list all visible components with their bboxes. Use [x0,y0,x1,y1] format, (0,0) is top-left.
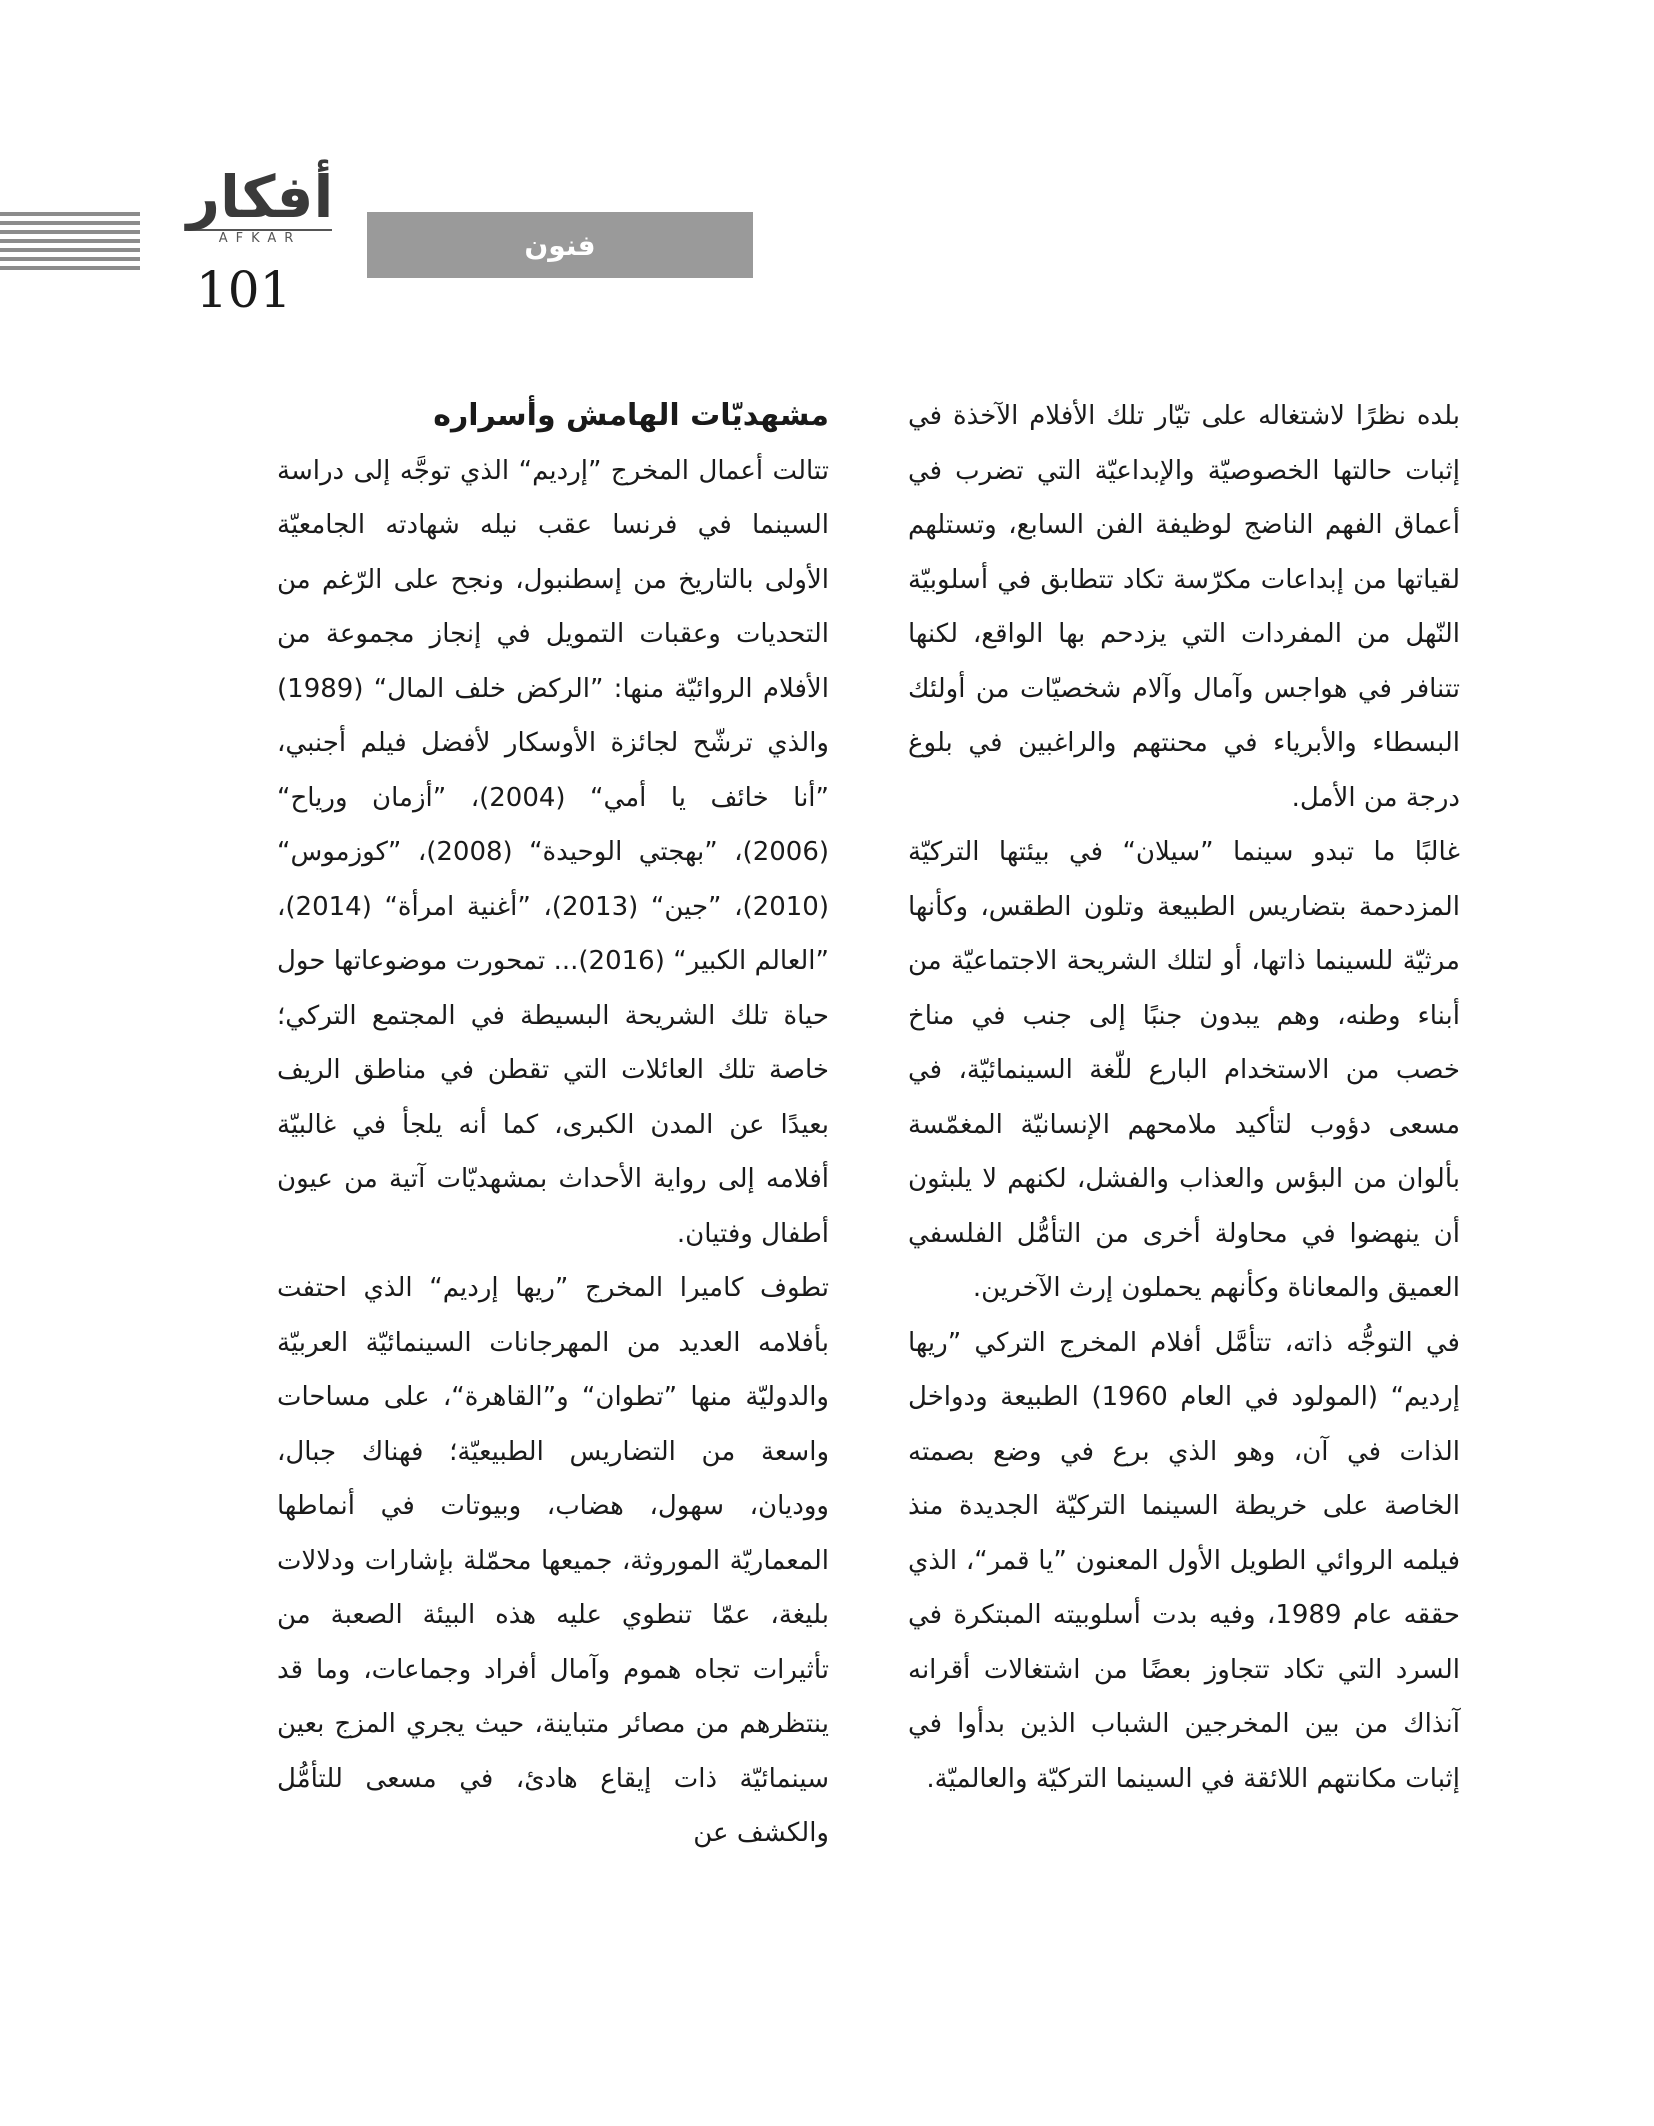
text-column-right [908,389,1460,1806]
paragraph: تطوف كاميرا المخرج ”ريها إرديم“ الذي احتفت بأفلامه العديد من المهرجانات السينمائيّة العربيّة والدوليّة منها ”تطوان“ و”القاهرة“، على مساحات واسعة من التضاريس الطبيعيّة؛ فهناك جبال، ووديان، سهول، هضاب، وبيوتات في أنماطها المعماريّة الموروثة، جميعها محمّلة بإشارات ودلالات بليغة، عمّا تنطوي عليه هذه البيئة الصعبة من تأثيرات تجاه هموم وآمال أفراد وجماعات، وما قد ينتظرهم من مصائر متباينة، حيث يجري المزج بعين سينمائيّة ذات إيقاع هادئ، في مسعى للتأمُّل والكشف عن [277,1273,829,1848]
logo-latin: AFKAR [188,229,332,247]
paragraph: في التوجُّه ذاته، تتأمَّل أفلام المخرج التركي ”ريها إرديم“ (المولود في العام 1960) الطبيعة ودواخل الذات في آن، وهو الذي برع في وضع بصمته الخاصة على خريطة السينما التركيّة الجديدة منذ فيلمه الروائي الطويل الأول المعنون ”يا قمر“، الذي حققه عام 1989، وفيه بدت أسلوبيته المبتكرة في السرد التي تكاد تتجاوز بعضًا من اشتغالات أقرانه آنذاك من بين المخرجين الشباب الذين بدأوا في إثبات مكانتهم اللائقة في السينما التركيّة والعالميّة. [908,1327,1461,1794]
decorative-stripes [0,212,140,274]
logo-arabic: أفكار [186,163,334,231]
page-number: 101 [196,261,292,319]
article-subheading: مشهديّات الهامش وأسراره [433,398,829,433]
paragraph: تتالت أعمال المخرج ”إرديم“ الذي توجَّه إلى دراسة السينما في فرنسا عقب نيله شهادته الجامعيّة الأولى بالتاريخ من إسطنبول، ونجح على الرّغم من التحديات وعقبات التمويل في إنجاز مجموعة من الأفلام الروائيّة منها: ”الركض خلف المال“ (1989) والذي ترشّح لجائزة الأوسكار لأفضل فيلم أجنبي، ”أنا خائف يا أمي“ (2004)، ”أزمان ورياح“ (2006)، ”بهجتي الوحيدة“ (2008)، ”كوزموس“ (2010)، ”جين“ (2013)، ”أغنية امرأة“ (2014)، ”العالم الكبير“ (2016)... تمحورت موضوعاتها حول حياة تلك الشريحة البسيطة في المجتمع التركي؛ خاصة تلك العائلات التي تقطن في مناطق الريف بعيدًا عن المدن الكبرى، كما أنه يلجأ في غالبيّة أفلامه إلى رواية الأحداث بمشهديّات آتية من عيون أطفال وفتيان. [277,455,830,1249]
section-label-text: فنون [524,228,596,262]
paragraph: غالبًا ما تبدو سينما ”سيلان“ في بيئتها التركيّة المزدحمة بتضاريس الطبيعة وتلون الطقس، وكأنها مرثيّة للسينما ذاتها، أو لتلك الشريحة الاجتماعيّة من أبناء وطنه، وهم يبدون جنبًا إلى جنب في مناخ خصب من الاستخدام البارع للّغة السينمائيّة، في مسعى دؤوب لتأكيد ملامحهم الإنسانيّة المغمّسة بألوان من البؤس والعذاب والفشل، لكنهم لا يلبثون أن ينهضوا في محاولة أخرى من التأمُّل الفلسفي العميق والمعاناة وكأنهم يحملون إرث الآخرين. [908,837,1460,1303]
text-column-left [277,389,829,1861]
magazine-logo [180,165,340,247]
section-label [367,212,753,278]
paragraph: بلده نظرًا لاشتغاله على تيّار تلك الأفلام الآخذة في إثبات حالتها الخصوصيّة والإبداعيّة التي تضرب في أعماق الفهم الناضج لوظيفة الفن السابع، وتستلهم لقياتها من إبداعات مكرّسة تكاد تتطابق في أسلوبيّة النّهل من المفردات التي يزدحم بها الواقع، لكنها تتنافر في هواجس وآمال وآلام شخصيّات من أولئك البسطاء والأبرياء في محنتهم والراغبين في بلوغ درجة من الأمل. [908,401,1460,813]
